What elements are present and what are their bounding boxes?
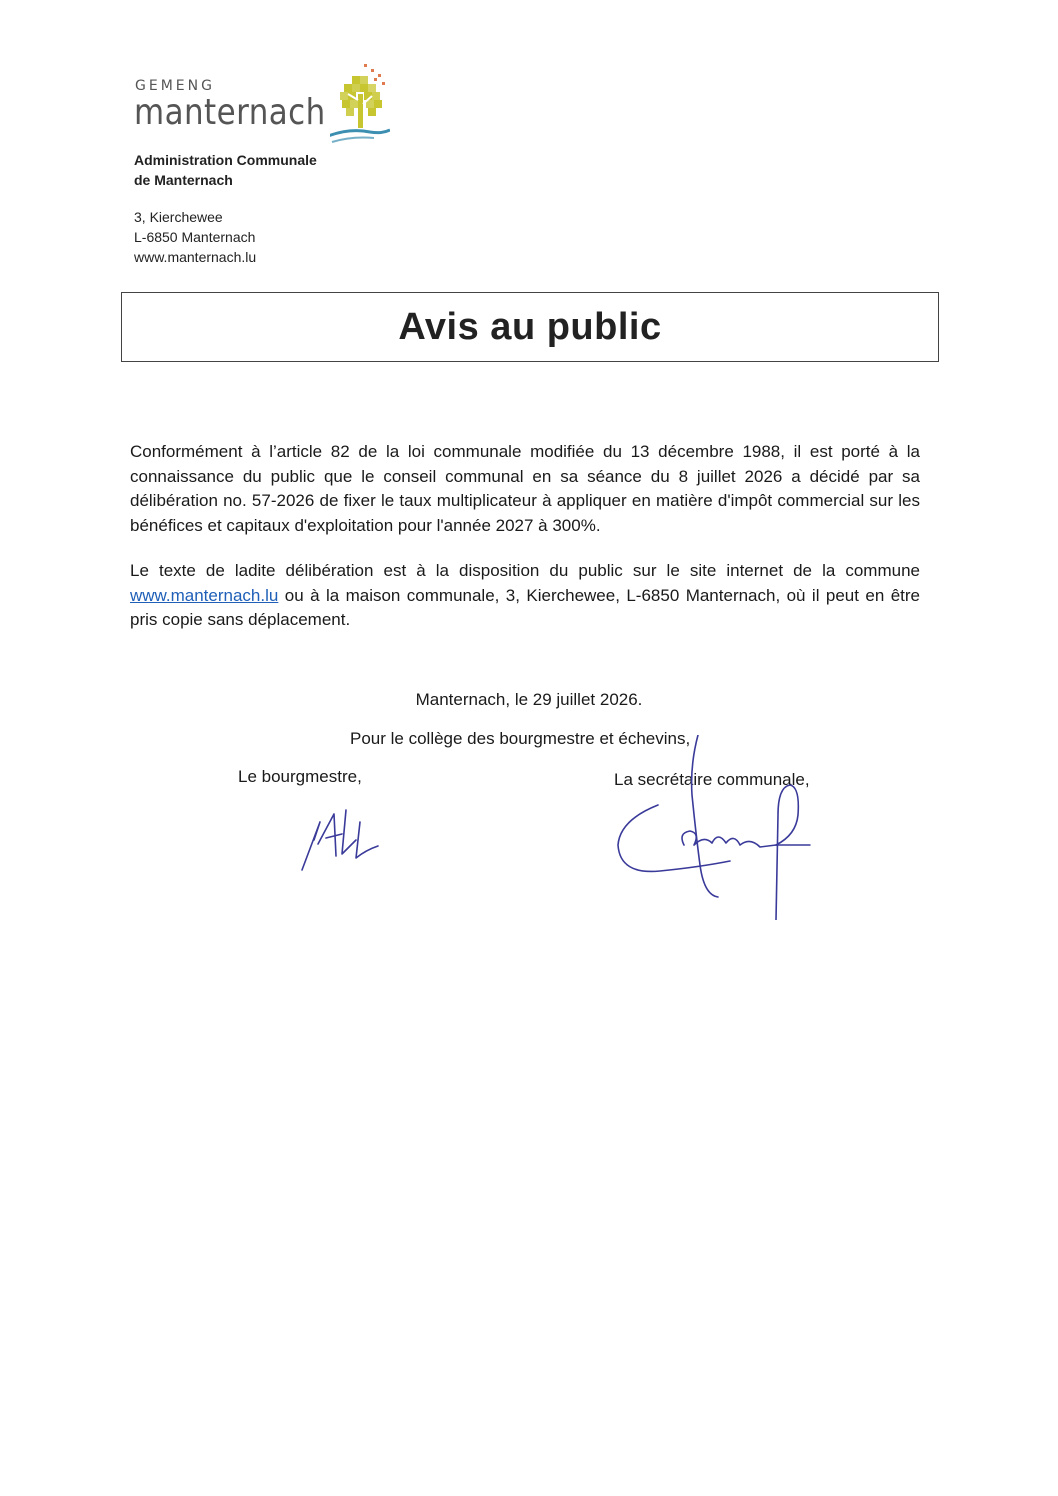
mayor-signature [290, 800, 400, 880]
paragraph-1: Conformément à l’article 82 de la loi communale modifiée du 13 décembre 1988, il est porté à la connaissance du public que le conseil communal en sa séance du 8 juillet 2026 a décidé par sa délibération no. 57-2026 de fixer le taux multiplicateur à appliquer en matière d'impôt commercial sur les bénéfices et capitaux d'exploitation pour l'année 2027 à 300%. [130, 442, 920, 535]
address-city: L-6850 Manternach [134, 229, 256, 245]
logo-big-text: manternach [134, 92, 326, 133]
address-website: www.manternach.lu [134, 249, 257, 265]
address-block [134, 207, 256, 267]
organization-line-1: Administration Communale [134, 152, 317, 168]
paragraph-2 [130, 559, 920, 633]
municipality-logo [134, 64, 394, 154]
secretary-signature [600, 735, 820, 920]
tree-logo-icon [330, 64, 390, 154]
title-box [121, 292, 939, 362]
organization-line-2: de Manternach [134, 172, 233, 188]
page-title: Avis au public [398, 305, 662, 348]
mayor-label: Le bourgmestre, [238, 767, 362, 786]
logo-small-text: GEMENG [135, 78, 215, 94]
organization-name [134, 150, 317, 190]
paragraph-2-start: Le texte de ladite délibération est à la disposition du public sur le site internet de la commune [130, 561, 920, 580]
date-line: Manternach, le 29 juillet 2026. [415, 690, 643, 709]
paragraph-2-end: ou à la maison communale, 3, Kierchewee, L-6850 Manternach, où il peut en être pris copie sans déplacement. [130, 585, 920, 629]
college-line: Pour le collège des bourgmestre et échevins, [350, 729, 691, 748]
address-street: 3, Kierchewee [134, 209, 223, 225]
website-link[interactable]: www.manternach.lu [130, 585, 279, 605]
secretary-label: La secrétaire communale, [614, 770, 810, 789]
